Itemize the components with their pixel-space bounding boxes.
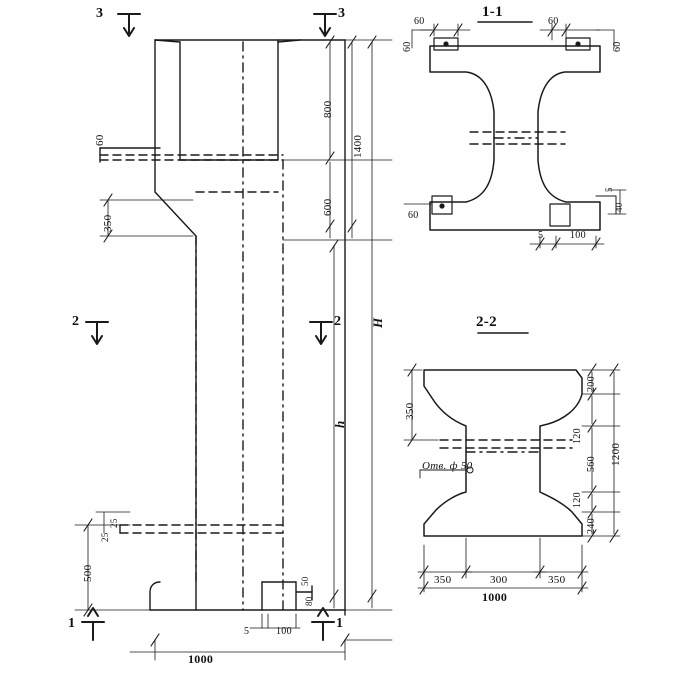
sec11-dim-60-bl: 60 [408,210,419,221]
dim-h: h [332,420,347,428]
sec22-dim-120-a: 120 [572,428,583,444]
dim-1400: 1400 [352,134,364,158]
sec22-hole-note: Отв. ф 50 [422,460,473,472]
sec22-dim-350-b1: 350 [434,574,452,586]
section-mark-3-right-label: 3 [338,6,346,21]
sec11-dim-5-bottom: 5 [538,230,544,241]
dim-800: 800 [322,100,334,118]
sec22-dim-240: 240 [586,518,597,534]
sec11-dim-40-right: 40 [614,202,624,212]
dim-600: 600 [322,198,334,216]
dim-5-bottom: 5 [244,626,250,637]
sec22-dim-300-b: 300 [490,574,508,586]
dim-H: H [370,317,385,328]
elev-left-profile [155,192,196,610]
dim-500: 500 [82,564,94,582]
sec22-dim-1200: 1200 [610,442,622,466]
section-mark-1-left-label: 1 [68,616,76,631]
sec22-dim-350-b2: 350 [548,574,566,586]
section-1-1-title: 1-1 [482,4,503,20]
sec11-dim-60-left: 60 [402,41,413,52]
dim-100-bottom: 100 [276,626,292,637]
dim-1000-bottom: 1000 [188,652,214,666]
sec22-dim-120-b: 120 [572,492,583,508]
dim-25-b: 25 [109,518,119,528]
dim-350-left: 350 [102,214,114,232]
dim-60-top-left: 60 [94,134,106,146]
sec11-dim-60-tr: 60 [548,16,559,27]
sec22-dim-560: 560 [586,456,597,472]
dim-80-bottom: 80 [304,596,314,606]
section-mark-1-right-label: 1 [336,616,344,631]
sec11-dim-60-right: 60 [612,41,623,52]
sec22-outline [424,370,582,536]
section-mark-2-right-label: 2 [334,314,342,329]
section-mark-3-left-label: 3 [96,6,104,21]
sec22-dim-1000-b: 1000 [482,590,508,604]
sec22-dim-200: 200 [586,376,597,392]
section-2-2-title: 2-2 [476,314,497,330]
section-mark-2-left-label: 2 [72,314,80,329]
dim-25-a: 25 [100,532,110,542]
sec11-dim-100-bottom: 100 [570,230,586,241]
sec11-dim-5-right: 5 [604,187,614,192]
sec11-dim-60-tl: 60 [414,16,425,27]
dim-50-bottom: 50 [300,576,310,586]
sec22-dim-350-left: 350 [404,402,416,420]
